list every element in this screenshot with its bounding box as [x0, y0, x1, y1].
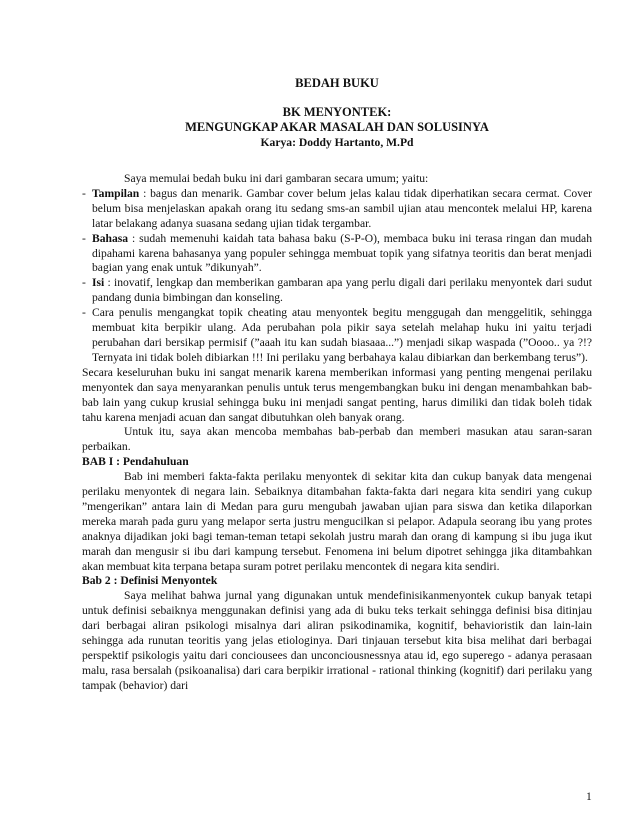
- page-number: 1: [586, 790, 592, 803]
- bullet-item-tampilan: [82, 187, 592, 232]
- summary-paragraph: Secara keseluruhan buku ini sangat menarik karena memberikan informasi yang penting mengenai perilaku menyontek dan saya menyarankan penulis untuk terus mengembangkan buku ini dengan menambahkan bab-bab lain yang cukup krusial sehingga buku ini menjadi sangat penting, harus dimiliki dan tidak boleh tidak tahu karena menjadi acuan dan sangat dibutuhkan oleh banyak orang.: [82, 365, 592, 424]
- bab2-paragraph: Saya melihat bahwa jurnal yang digunakan untuk mendefinisikanmenyontek cukup banyak tetapi untuk definisi sebaiknya menggunakan definisi yang ada di buku teks terkait sehingga definisi bisa ditinjau dari berbagai aliran psikologi misalnya dari aliran psikodinamika, kognitif, behavioristik dan lain-lain sehingga ada runutan teoritis yang jelas etiologinya. Dari tinjauan tersebut kita bisa melihat dari berbagai perspektif psikologis yaitu dari conciousees dan unconciousnessnya atau id, ego superego - adanya perasaan malu, rasa bersalah (psikoanalisa) dari cara berpikir irrational - rational thinking (kognitif) dari perilaku yang tampak (behavior) dari: [82, 589, 592, 692]
- book-title-line-2: MENGUNGKAP AKAR MASALAH DAN SOLUSINYA: [185, 120, 489, 134]
- bab2-heading: Bab 2 : Definisi Menyontek: [82, 574, 218, 588]
- bab1-heading: BAB I : Pendahuluan: [82, 455, 189, 469]
- bullet-dash: -: [82, 231, 86, 245]
- bullet-text: : bagus dan menarik. Gambar cover belum jelas kalau tidak diperhatikan secara cermat. Cover belum bisa menjelaskan apakah orang itu sedang sms-an sambil ujian atau mencontek melalui HP, karena latar belakang adanya suasana sedang ujian tidak tergambar.: [92, 186, 592, 230]
- book-title-line-1: BK MENYONTEK:: [282, 105, 392, 119]
- bullet-label: Isi: [92, 276, 105, 290]
- bullet-dash: -: [82, 186, 86, 200]
- bullet-dash: -: [82, 306, 86, 320]
- bullet-item-bahasa: [82, 232, 592, 277]
- bullet-text: : inovatif, lengkap dan memberikan gambaran apa yang perlu digali dari perilaku menyontek dari sudut pandang dunia bimbingan dan konseling.: [92, 276, 592, 305]
- bullet-item-cara-penulis: [82, 306, 592, 366]
- closing-paragraph: Untuk itu, saya akan mencoba membahas bab-perbab dan memberi masukan atau saran-saran perbaikan.: [82, 425, 592, 454]
- bullet-item-isi: [82, 276, 592, 306]
- bullet-label: Tampilan: [92, 186, 140, 200]
- title-block: [82, 76, 592, 150]
- book-author: Karya: Doddy Hartanto, M.Pd: [260, 136, 414, 149]
- bab1-paragraph: Bab ini memberi fakta-fakta perilaku menyontek di sekitar kita dan cukup banyak data mengenai perilaku menyontek di negara lain. Sebaiknya ditambahan fakta-fakta dari negara kita sendiri yang cukup ”mengerikan” antara lain di Medan para guru mengubah jawaban ujian para siswa dan ketika dilaporkan mereka marah pada guru yang melapor serta justru mengucilkan si pelapor. Adapula seorang ibu yang protes anaknya dijadikan joki bagi teman-teman tetapi sekolah justru marah dan orang di kampung si ibu juga ikut marah dan mengusir si ibu dari kampung tersebut. Fenomena ini belum dipotret sehingga jika ditambahkan akan membuat kita terpana betapa suram potret perilaku mencontek di negara kita sendiri.: [82, 470, 592, 573]
- bullet-dash: -: [82, 276, 86, 290]
- document-title: BEDAH BUKU: [295, 76, 379, 90]
- review-bullet-list: [82, 187, 592, 366]
- bullet-label: Bahasa: [92, 231, 129, 245]
- intro-paragraph: Saya memulai bedah buku ini dari gambaran secara umum; yaitu:: [124, 172, 429, 185]
- bullet-text: : sudah memenuhi kaidah tata bahasa baku (S-P-O), membaca buku ini terasa ringan dan mudah dipahami karena bahasanya yang populer sehingga membuat topik yang sifatnya teoritis dan berat menjadi bagian yang enak untuk ”dikunyah”.: [92, 231, 592, 275]
- bullet-text: Cara penulis mengangkat topik cheating atau menyontek begitu menggugah dan menggelitik, sehingga membuat kita berpikir ulang. Ada perubahan pola pikir saya setelah melahap huku ini yaitu terjadi perubahan dari bersikap permisif (”aaah itu kan sudah biasaaa...”) menjadi sikap waspada (”Oooo.. ya ?!? Ternyata ini tidak boleh dibiarkan !!! Ini perilaku yang berbahaya kalau dibiarkan dan berkembang terus”).: [92, 306, 592, 364]
- page-content: [82, 76, 592, 694]
